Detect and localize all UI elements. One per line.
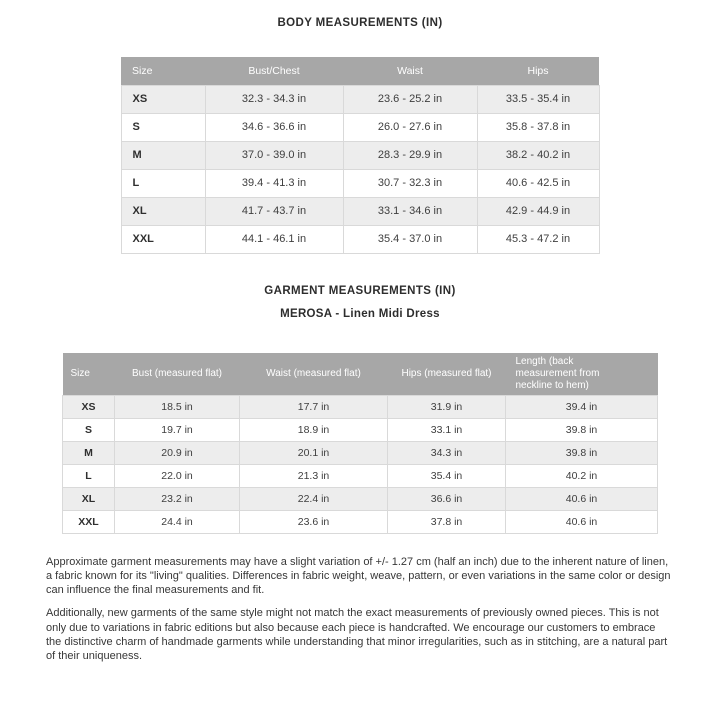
measurement-cell: 28.3 - 29.9 in (343, 141, 477, 169)
measurement-cell: 21.3 in (240, 464, 388, 487)
body-measurements-title: BODY MEASUREMENTS (IN) (277, 17, 443, 29)
measurement-cell: 41.7 - 43.7 in (205, 197, 343, 225)
measurement-cell: 35.8 - 37.8 in (477, 113, 599, 141)
measurement-cell: 35.4 - 37.0 in (343, 225, 477, 253)
measurement-cell: 39.4 in (506, 395, 658, 418)
measurement-cell: 31.9 in (388, 395, 506, 418)
table-row-xs (121, 85, 599, 113)
measurement-cell: 39.8 in (506, 441, 658, 464)
measurement-cell: 24.4 in (115, 510, 240, 533)
size-cell: M (121, 141, 205, 169)
measurement-cell: 39.4 - 41.3 in (205, 169, 343, 197)
size-cell: XXL (63, 510, 115, 533)
table-row-xl (63, 487, 658, 510)
measurement-cell: 30.7 - 32.3 in (343, 169, 477, 197)
size-cell: XS (63, 395, 115, 418)
measurement-cell: 23.6 - 25.2 in (343, 85, 477, 113)
measurement-cell: 37.8 in (388, 510, 506, 533)
measurement-cell: 20.9 in (115, 441, 240, 464)
table-row-xl (121, 197, 599, 225)
measurement-cell: 37.0 - 39.0 in (205, 141, 343, 169)
column-header-waist-measured-flat: Waist (measured flat) (240, 353, 388, 396)
table-row-xs (63, 395, 658, 418)
column-header-bust-measured-flat: Bust (measured flat) (115, 353, 240, 396)
measurement-cell: 33.1 - 34.6 in (343, 197, 477, 225)
size-cell: S (121, 113, 205, 141)
column-header-waist: Waist (343, 57, 477, 85)
table-header-row (63, 353, 658, 396)
measurement-cell: 23.6 in (240, 510, 388, 533)
table-row-xxl (63, 510, 658, 533)
measurement-cell: 33.1 in (388, 418, 506, 441)
size-cell: L (121, 169, 205, 197)
column-header-hips: Hips (477, 57, 599, 85)
measurement-cell: 40.6 in (506, 510, 658, 533)
size-cell: M (63, 441, 115, 464)
measurement-cell: 40.6 - 42.5 in (477, 169, 599, 197)
body-measurements-table (121, 57, 600, 254)
table-row-s (121, 113, 599, 141)
column-header-length-back-measurement-from-neckline-to-hem: Length (back measurement from neckline to hem) (506, 353, 658, 396)
product-name-subtitle: MEROSA - Linen Midi Dress (280, 307, 440, 320)
table-row-xxl (121, 225, 599, 253)
measurement-cell: 33.5 - 35.4 in (477, 85, 599, 113)
table-row-m (121, 141, 599, 169)
measurement-cell: 17.7 in (240, 395, 388, 418)
size-cell: XXL (121, 225, 205, 253)
handmade-irregularities-note: Additionally, new garments of the same style might not match the exact measurements of previously owned pieces. This is not only due to variations in fabric editions but also because each piece is handcrafted. We encourage our customers to embrace the distinctive charm of handmade garments while understanding that minor irregularities, such as in stitching, are a natural part of their uniqueness. (46, 607, 668, 663)
table-header-row (121, 57, 599, 85)
measurement-cell: 40.6 in (506, 487, 658, 510)
measurement-cell: 26.0 - 27.6 in (343, 113, 477, 141)
measurement-cell: 19.7 in (115, 418, 240, 441)
table-row-m (63, 441, 658, 464)
column-header-bust-chest: Bust/Chest (205, 57, 343, 85)
size-cell: XS (121, 85, 205, 113)
measurement-cell: 18.5 in (115, 395, 240, 418)
measurement-cell: 44.1 - 46.1 in (205, 225, 343, 253)
size-cell: S (63, 418, 115, 441)
size-cell: L (63, 464, 115, 487)
measurement-cell: 22.0 in (115, 464, 240, 487)
size-cell: XL (121, 197, 205, 225)
table-row-l (63, 464, 658, 487)
measurement-cell: 36.6 in (388, 487, 506, 510)
measurement-cell: 39.8 in (506, 418, 658, 441)
measurement-cell: 34.6 - 36.6 in (205, 113, 343, 141)
measurement-cell: 45.3 - 47.2 in (477, 225, 599, 253)
measurement-cell: 42.9 - 44.9 in (477, 197, 599, 225)
measurement-cell: 22.4 in (240, 487, 388, 510)
table-row-l (121, 169, 599, 197)
measurement-cell: 35.4 in (388, 464, 506, 487)
measurement-variation-note: Approximate garment measurements may have a slight variation of +/- 1.27 cm (half an inch) due to the inherent nature of linen, a fabric known for its "living" qualities. Differences in fabric weight, weave, pattern, or even variations in the same color or design can influence the final measurements and fit. (46, 555, 671, 597)
measurement-cell: 20.1 in (240, 441, 388, 464)
garment-measurements-title: GARMENT MEASUREMENTS (IN) (264, 284, 456, 297)
column-header-hips-measured-flat: Hips (measured flat) (388, 353, 506, 396)
measurement-cell: 23.2 in (115, 487, 240, 510)
measurement-cell: 38.2 - 40.2 in (477, 141, 599, 169)
measurement-cell: 32.3 - 34.3 in (205, 85, 343, 113)
size-cell: XL (63, 487, 115, 510)
measurement-cell: 40.2 in (506, 464, 658, 487)
garment-measurements-table (62, 353, 658, 534)
column-header-size: Size (63, 353, 115, 396)
measurement-cell: 18.9 in (240, 418, 388, 441)
table-row-s (63, 418, 658, 441)
column-header-size: Size (121, 57, 205, 85)
measurement-cell: 34.3 in (388, 441, 506, 464)
